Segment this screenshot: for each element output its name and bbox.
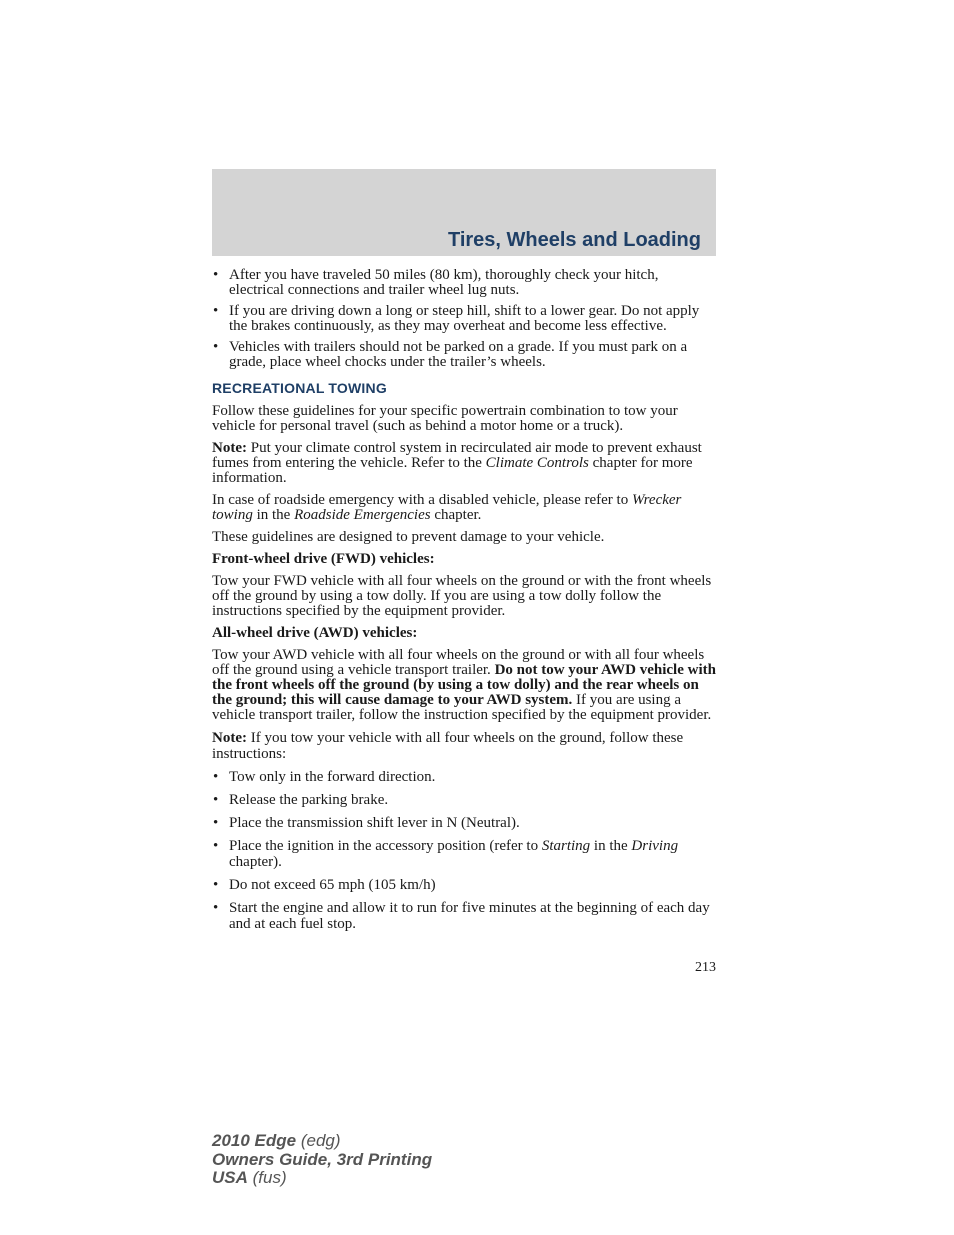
fwd-heading-text: Front-wheel drive (FWD) vehicles: [212, 551, 435, 567]
item-text: Place the ignition in the accessory position (refer to [229, 838, 542, 854]
paragraph-text: chapter. [430, 507, 482, 523]
note-label: Note: [212, 440, 247, 456]
page-content [212, 268, 717, 939]
section-heading: RECREATIONAL TOWING [212, 380, 387, 396]
list-item [212, 838, 717, 870]
paragraph-text: If you are using a vehicle transport trailer, follow the instruction specified by the equipment provider. [212, 692, 712, 723]
list-item: • Vehicles with trailers should not be parked on a grade. If you must park on a grade, place wheel chocks under the trailer’s wheels. [212, 340, 717, 370]
footer-model: 2010 Edge [212, 1131, 297, 1150]
fwd-paragraph: Tow your FWD vehicle with all four wheels on the ground or with the front wheels off the ground by using a tow dolly. If you are using a tow dolly follow the instructions specified by the equipment provider. [212, 573, 712, 619]
towing-instructions-list [212, 769, 717, 932]
footer-market-code: (fus) [247, 1168, 287, 1187]
list-item: • If you are driving down a long or steep hill, shift to a lower gear. Do not apply the brakes continuously, as they may overheat and become less effective. [212, 304, 717, 334]
footer-model-line [212, 1132, 432, 1151]
list-item: • Place the transmission shift lever in N (Neutral). [212, 815, 717, 831]
topic-reference: Starting [541, 838, 591, 854]
item-text: in the [590, 838, 632, 854]
paragraph-text: in the [252, 507, 295, 523]
paragraph-text: In case of roadside emergency with a disabled vehicle, please refer to [212, 492, 632, 508]
paragraph-text: Tow your AWD vehicle with all four wheels on the ground or with all four wheels off the ground using a vehicle transport trailer. [212, 647, 705, 678]
chapter-header-band [212, 169, 716, 256]
document-footer [212, 1132, 432, 1188]
guidelines-paragraph: These guidelines are designed to prevent damage to your vehicle. [212, 529, 605, 545]
list-item: • Start the engine and allow it to run for five minutes at the beginning of each day and at each fuel stop. [212, 900, 717, 932]
awd-heading-text: All-wheel drive (AWD) vehicles: [212, 625, 418, 641]
topic-reference: Wrecker towing [212, 492, 682, 523]
intro-paragraph: Follow these guidelines for your specific powertrain combination to tow your vehicle for personal travel (such as behind a motor home or a truck). [212, 403, 678, 434]
list-item: • Release the parking brake. [212, 792, 717, 808]
item-text: chapter). [229, 854, 282, 870]
note-text: Put your climate control system in recirculated air mode to prevent exhaust fumes from entering the vehicle. Refer to the [212, 440, 702, 471]
awd-heading [212, 626, 717, 641]
footer-market-line [212, 1169, 432, 1188]
footer-guide-line: Owners Guide, 3rd Printing [212, 1149, 433, 1169]
awd-warning: Do not tow your AWD vehicle with the front wheels off the ground (by using a tow dolly) and the rear wheels on the ground; this will cause damage to your AWD system. [212, 662, 716, 708]
fwd-heading [212, 552, 717, 567]
list-item: • Tow only in the forward direction. [212, 769, 717, 785]
emergency-paragraph [212, 493, 717, 523]
note-text: chapter for more information. [212, 455, 693, 486]
awd-paragraph [212, 648, 717, 723]
chapter-title: Tires, Wheels and Loading [447, 229, 701, 251]
chapter-reference: Driving [631, 838, 679, 854]
list-item: • Do not exceed 65 mph (105 km/h) [212, 877, 717, 893]
towing-note [212, 730, 717, 762]
footer-model-code: (edg) [296, 1131, 341, 1150]
trailer-tips-list [212, 268, 717, 370]
note-text: If you tow your vehicle with all four wheels on the ground, follow these instructions: [212, 730, 684, 762]
climate-note [212, 441, 717, 486]
list-item: • After you have traveled 50 miles (80 km), thoroughly check your hitch, electrical connections and trailer wheel lug nuts. [212, 268, 717, 298]
note-label: Note: [212, 730, 247, 746]
chapter-reference: Climate Controls [485, 455, 589, 471]
page-number: 213 [695, 960, 716, 975]
footer-market: USA [212, 1168, 248, 1187]
chapter-reference: Roadside Emergencies [294, 507, 431, 523]
